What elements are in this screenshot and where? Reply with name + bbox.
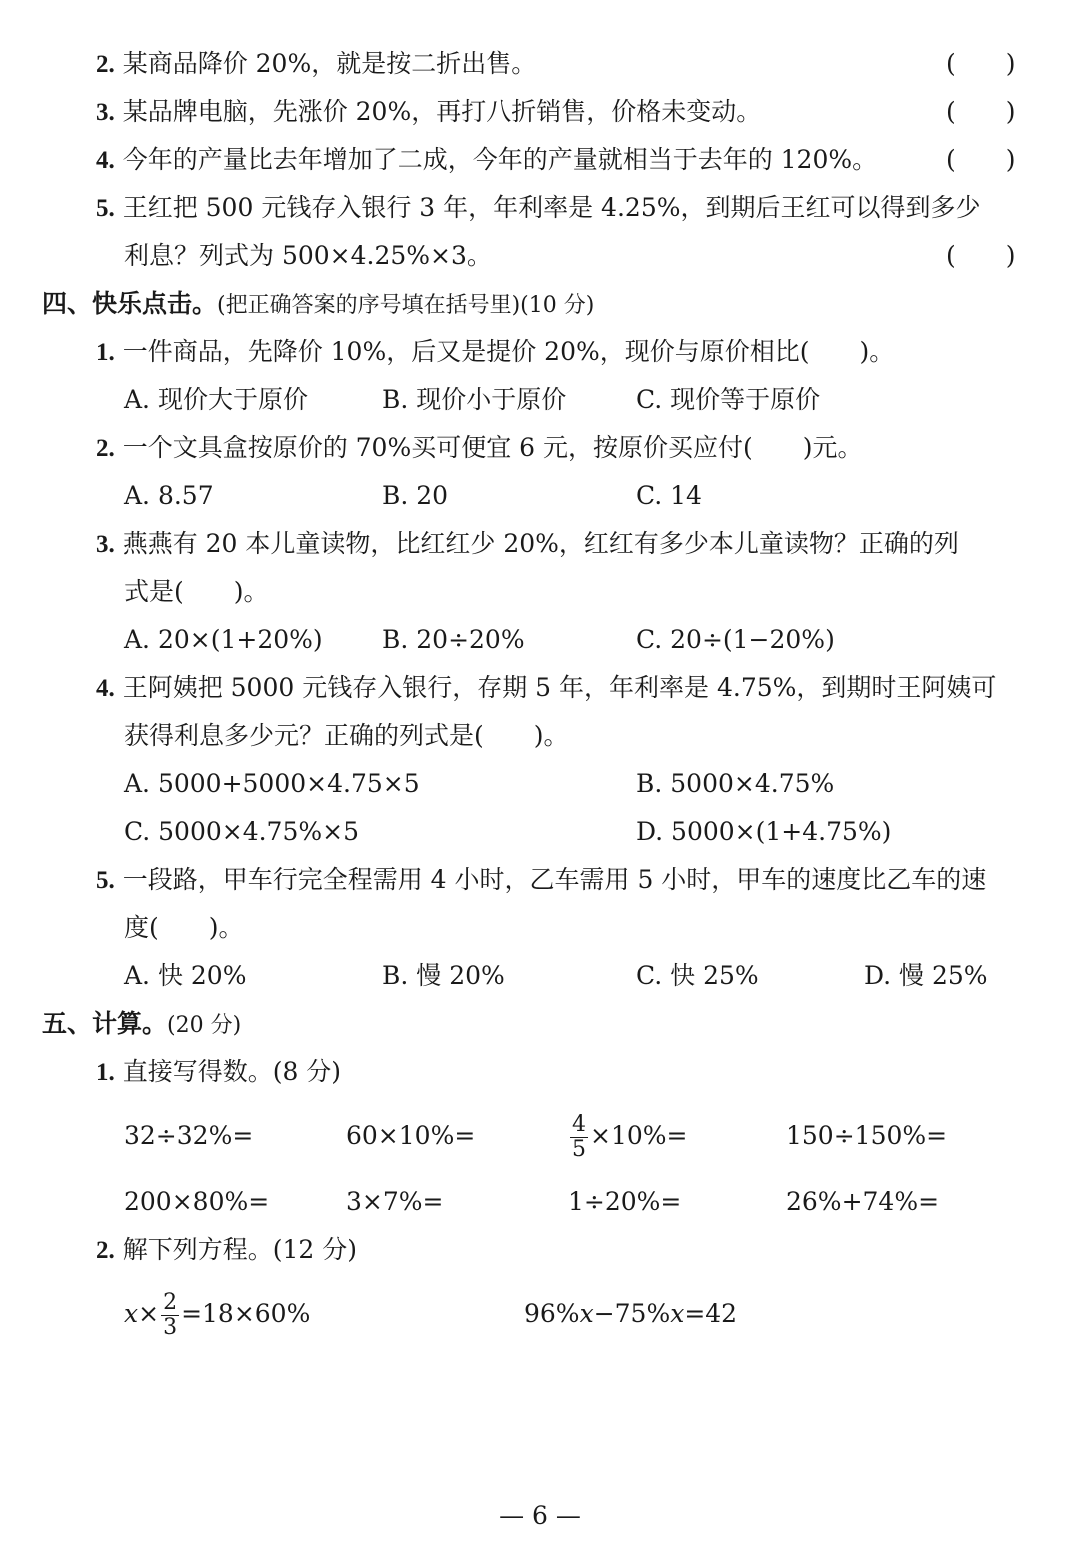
question-number: 2.	[96, 51, 115, 78]
calc-part-1	[96, 1056, 341, 1089]
expr-5: 200×80%=	[124, 1187, 270, 1216]
question-number: 5.	[96, 867, 115, 894]
question-text: 王红把 500 元钱存入银行 3 年，年利率是 4.25%，到期后王红可以得到多少	[122, 193, 981, 222]
option-a: A. 20×(1+20%)	[124, 625, 323, 654]
mc-question-3	[96, 528, 959, 561]
fraction: $\frac{2}{3}$	[163, 1290, 178, 1340]
option-c: C. 5000×4.75%×5	[124, 817, 359, 846]
tf-question-4	[96, 144, 877, 177]
option-c: C. 14	[636, 481, 702, 510]
question-text: 某商品降价 20%，就是按二折出售。	[122, 49, 537, 78]
section-note: (20 分)	[167, 1013, 242, 1038]
mc-question-2	[96, 432, 863, 465]
question-text: 一段路，甲车行完全程需用 4 小时，乙车需用 5 小时，甲车的速度比乙车的速	[122, 865, 987, 894]
mc-question-5	[96, 864, 986, 897]
expr-8: 26%+74%=	[786, 1187, 940, 1216]
section-4-heading	[42, 288, 594, 322]
tf-question-3	[96, 96, 761, 129]
expr-1: 32÷32%=	[124, 1121, 254, 1150]
option-b: B. 20	[382, 481, 449, 510]
question-text: 今年的产量比去年增加了二成，今年的产量就相当于去年的 120%。	[122, 145, 878, 174]
question-number: 4.	[96, 675, 115, 702]
question-text: 某品牌电脑，先涨价 20%，再打八折销售，价格未变动。	[122, 97, 762, 126]
option-b: B. 5000×4.75%	[636, 769, 835, 798]
section-title: 五、计算。	[42, 1009, 168, 1038]
answer-paren[interactable]: ( )	[946, 145, 1016, 174]
option-a: A. 5000+5000×4.75×5	[124, 769, 420, 798]
question-number: 3.	[96, 99, 115, 126]
option-b: B. 现价小于原价	[382, 385, 567, 414]
question-number: 5.	[96, 195, 115, 222]
page-number: — 6 —	[499, 1501, 581, 1530]
mc-question-4	[96, 672, 996, 705]
question-number: 3.	[96, 531, 115, 558]
expr-6: 3×7%=	[346, 1187, 444, 1216]
question-number: 1.	[96, 339, 115, 366]
tf-question-5-cont: 利息？列式为 500×4.25%×3。	[124, 241, 492, 270]
question-text: 直接写得数。(8 分)	[122, 1057, 342, 1086]
expr-7: 1÷20%=	[568, 1187, 682, 1216]
option-a: A. 快 20%	[124, 961, 247, 990]
mc-question-4-cont: 获得利息多少元？正确的列式是( )。	[124, 721, 569, 750]
question-text: 一个文具盒按原价的 70%买可便宜 6 元，按原价买应付( )元。	[122, 433, 863, 462]
question-number: 2.	[96, 435, 115, 462]
section-5-heading	[42, 1008, 241, 1042]
option-c: C. 20÷(1−20%)	[636, 625, 835, 654]
expr-3: $\frac{4}{5}$ ×10%=	[572, 1112, 688, 1162]
question-number: 1.	[96, 1059, 115, 1086]
expr-4: 150÷150%=	[786, 1121, 948, 1150]
mc-question-5-cont: 度( )。	[124, 913, 244, 942]
question-text: 解下列方程。(12 分)	[122, 1235, 357, 1264]
answer-paren[interactable]: ( )	[946, 241, 1016, 270]
section-note: (把正确答案的序号填在括号里)(10 分)	[217, 293, 595, 318]
calc-part-2	[96, 1234, 357, 1267]
option-d: D. 慢 25%	[864, 961, 988, 990]
question-text: 燕燕有 20 本儿童读物，比红红少 20%，红红有多少本儿童读物？正确的列	[122, 529, 959, 558]
option-b: B. 慢 20%	[382, 961, 505, 990]
expr-2: 60×10%=	[346, 1121, 476, 1150]
option-b: B. 20÷20%	[382, 625, 525, 654]
question-text: 王阿姨把 5000 元钱存入银行，存期 5 年，年利率是 4.75%，到期时王阿姨可	[122, 673, 997, 702]
option-c: C. 快 25%	[636, 961, 759, 990]
option-c: C. 现价等于原价	[636, 385, 821, 414]
answer-paren[interactable]: ( )	[946, 97, 1016, 126]
mc-question-1	[96, 336, 894, 369]
equation-2: 96%x−75%x=42	[524, 1299, 738, 1328]
tf-question-5	[96, 192, 980, 225]
option-a: A. 8.57	[124, 481, 214, 510]
option-a: A. 现价大于原价	[124, 385, 308, 414]
answer-paren[interactable]: ( )	[946, 49, 1016, 78]
tf-question-2	[96, 48, 536, 81]
question-number: 4.	[96, 147, 115, 174]
mc-question-3-cont: 式是( )。	[124, 577, 269, 606]
fraction: $\frac{4}{5}$	[572, 1112, 586, 1162]
question-number: 2.	[96, 1237, 115, 1264]
section-title: 四、快乐点击。	[42, 289, 218, 318]
question-text: 一件商品，先降价 10%，后又是提价 20%，现价与原价相比( )。	[122, 337, 895, 366]
option-d: D. 5000×(1+4.75%)	[636, 817, 892, 846]
equation-1: x× $\frac{2}{3}$ =18×60%	[124, 1290, 311, 1340]
